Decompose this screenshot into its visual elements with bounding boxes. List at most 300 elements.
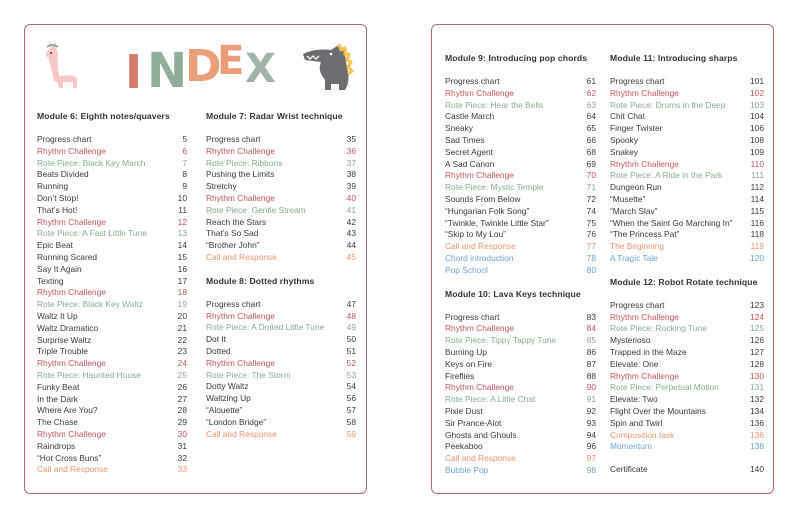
spacer bbox=[610, 453, 764, 464]
index-entry bbox=[610, 312, 764, 324]
entry-title: Rote Piece: Rocking Tune bbox=[610, 323, 707, 334]
entry-title: Sad Times bbox=[445, 134, 485, 145]
entry-page-number: 92 bbox=[586, 405, 596, 416]
entry-page-number: 76 bbox=[586, 229, 596, 240]
entry-page-number: 132 bbox=[750, 394, 764, 405]
entry-title: Castle March bbox=[445, 111, 495, 122]
entry-page-number: 6 bbox=[182, 145, 187, 156]
entry-page-number: 98 bbox=[586, 464, 596, 475]
entry-title: Spin and Twirl bbox=[610, 417, 663, 428]
index-entry bbox=[37, 287, 187, 299]
entry-title: Progress chart bbox=[610, 76, 665, 86]
entry-page-number: 88 bbox=[586, 370, 596, 381]
index-entry bbox=[37, 323, 187, 335]
module-section bbox=[610, 277, 764, 476]
entry-title: Pushing the Limits bbox=[206, 169, 275, 180]
index-entry bbox=[206, 311, 356, 323]
entry-page-number: 86 bbox=[586, 346, 596, 357]
entry-page-number: 77 bbox=[586, 241, 596, 252]
module-section bbox=[610, 53, 764, 265]
entry-page-number: 138 bbox=[750, 441, 764, 452]
entry-title: Triple Trouble bbox=[37, 346, 88, 357]
index-entry bbox=[610, 206, 764, 218]
entry-page-number: 10 bbox=[177, 192, 187, 203]
entry-page-number: 24 bbox=[177, 358, 187, 369]
index-entry bbox=[610, 464, 764, 476]
index-entry bbox=[37, 252, 187, 264]
module-title: Module 10: Lava Keys technique bbox=[445, 288, 581, 299]
index-entry bbox=[37, 417, 187, 429]
index-entry bbox=[445, 111, 596, 123]
module-title: Module 9: Introducing pop chords bbox=[445, 53, 588, 63]
index-entry bbox=[610, 194, 764, 206]
entry-page-number: 58 bbox=[346, 416, 356, 427]
entry-page-number: 28 bbox=[177, 405, 187, 416]
entry-title: That’s So Sad bbox=[206, 228, 259, 239]
index-entry bbox=[610, 335, 764, 347]
entry-title: Rote Piece: Haunted House bbox=[37, 369, 141, 380]
index-entry bbox=[206, 370, 356, 382]
module-title: Module 12: Robot Rotate technique bbox=[610, 276, 758, 287]
right-page bbox=[431, 24, 774, 494]
index-entry bbox=[610, 170, 764, 182]
entry-title: Rote Piece: Hear the Bells bbox=[445, 99, 544, 110]
entry-page-number: 11 bbox=[178, 204, 187, 215]
entry-title: “Skip to My Lou” bbox=[445, 229, 506, 240]
entry-page-number: 37 bbox=[346, 157, 356, 168]
entry-page-number: 126 bbox=[750, 335, 764, 346]
entry-title: Rhythm Challenge bbox=[610, 311, 679, 322]
entry-page-number: 140 bbox=[750, 464, 764, 475]
index-entry bbox=[610, 182, 764, 194]
entry-page-number: 131 bbox=[750, 382, 764, 393]
entry-title: Rhythm Challenge bbox=[610, 87, 679, 98]
entry-title: Progress chart bbox=[206, 134, 261, 144]
entry-page-number: 14 bbox=[177, 240, 187, 251]
entry-title: Waltz Dramatico bbox=[37, 322, 99, 333]
entry-title: Dotted bbox=[206, 345, 231, 356]
entry-title: Surprise Waltz bbox=[37, 334, 92, 345]
entry-title: Dungeon Run bbox=[610, 182, 662, 193]
index-entry bbox=[445, 453, 596, 465]
index-entry bbox=[206, 405, 356, 417]
index-entry bbox=[445, 430, 596, 442]
index-entry bbox=[610, 76, 764, 88]
entry-title: “March Slav” bbox=[610, 205, 658, 216]
entry-page-number: 39 bbox=[346, 181, 356, 192]
index-entry bbox=[206, 169, 356, 181]
entry-page-number: 53 bbox=[346, 369, 356, 380]
entry-page-number: 90 bbox=[586, 382, 596, 393]
entry-page-number: 109 bbox=[750, 146, 764, 157]
entry-page-number: 136 bbox=[750, 429, 764, 440]
entry-title: Flight Over the Mountains bbox=[610, 405, 706, 416]
index-entry bbox=[610, 135, 764, 147]
entry-title: A Tragic Tale bbox=[610, 252, 658, 263]
entry-page-number: 47 bbox=[346, 298, 356, 309]
index-entry bbox=[445, 371, 596, 383]
index-entry bbox=[37, 464, 187, 476]
title-letter: N bbox=[147, 43, 188, 99]
entry-page-number: 136 bbox=[750, 417, 764, 428]
entry-page-number: 23 bbox=[177, 346, 187, 357]
entry-title: The Chase bbox=[37, 417, 78, 428]
entry-page-number: 38 bbox=[346, 169, 356, 180]
index-entry bbox=[37, 441, 187, 453]
entry-page-number: 7 bbox=[182, 157, 187, 168]
entry-title: “Musette” bbox=[610, 193, 646, 204]
title-letter: I bbox=[125, 45, 143, 99]
entry-page-number: 124 bbox=[750, 311, 764, 322]
index-entry bbox=[610, 430, 764, 442]
entry-page-number: 22 bbox=[177, 334, 187, 345]
entry-page-number: 87 bbox=[586, 358, 596, 369]
entry-page-number: 69 bbox=[586, 158, 596, 169]
entry-title: Call and Response bbox=[445, 453, 516, 464]
title-letter: E bbox=[217, 38, 245, 84]
entry-title: Progress chart bbox=[37, 134, 92, 144]
entry-page-number: 128 bbox=[750, 358, 764, 369]
entry-title: Dot It bbox=[206, 334, 227, 345]
index-entry bbox=[445, 323, 596, 335]
entry-page-number: 40 bbox=[346, 192, 356, 203]
index-entry bbox=[445, 441, 596, 453]
entry-title: Bubble Pop bbox=[445, 464, 489, 475]
left-page bbox=[24, 24, 367, 494]
entry-page-number: 18 bbox=[177, 287, 187, 298]
index-entry bbox=[37, 217, 187, 229]
module-section bbox=[206, 276, 356, 441]
index-entry bbox=[206, 146, 356, 158]
entry-title: Rote Piece: Black Key Waltz bbox=[37, 299, 143, 310]
index-entry bbox=[610, 394, 764, 406]
entry-page-number: 120 bbox=[750, 252, 764, 263]
entry-title: Chord introduction bbox=[445, 252, 514, 263]
index-entry bbox=[37, 240, 187, 252]
entry-title: Call and Response bbox=[445, 241, 516, 252]
entry-title: In the Dark bbox=[37, 393, 78, 404]
index-entry bbox=[445, 100, 596, 112]
index-entry bbox=[445, 229, 596, 241]
entry-page-number: 104 bbox=[750, 111, 764, 122]
entry-page-number: 114 bbox=[750, 193, 764, 204]
index-entry bbox=[37, 311, 187, 323]
entry-title: “Hungarian Folk Song” bbox=[445, 205, 530, 216]
entry-page-number: 116 bbox=[750, 217, 764, 228]
entry-page-number: 33 bbox=[177, 464, 187, 475]
index-entry bbox=[610, 300, 764, 312]
entry-title: Rote Piece: A Dotted Little Tune bbox=[206, 322, 325, 333]
entry-title: Rhythm Challenge bbox=[206, 145, 275, 156]
entry-title: Rhythm Challenge bbox=[445, 382, 514, 393]
index-entry bbox=[37, 335, 187, 347]
entry-title: Sneaky bbox=[445, 123, 473, 134]
index-entry bbox=[445, 147, 596, 159]
entry-title: Reach the Stars bbox=[206, 216, 267, 227]
entry-title: “Brother John” bbox=[206, 240, 260, 251]
entry-title: Beats Divided bbox=[37, 169, 89, 180]
index-entry bbox=[445, 194, 596, 206]
index-entry bbox=[37, 228, 187, 240]
entry-title: Call and Response bbox=[37, 464, 108, 475]
index-entry bbox=[610, 218, 764, 230]
index-entry bbox=[610, 441, 764, 453]
entry-title: Composition task bbox=[610, 429, 675, 440]
entry-title: The Beginning bbox=[610, 241, 665, 252]
modules-9-10 bbox=[445, 53, 596, 477]
entry-title: Snakey bbox=[610, 146, 638, 157]
entry-title: Raindrops bbox=[37, 440, 76, 451]
index-entry bbox=[445, 241, 596, 253]
entry-page-number: 57 bbox=[346, 404, 356, 415]
index-entry bbox=[206, 358, 356, 370]
index-entry bbox=[37, 193, 187, 205]
index-entry bbox=[37, 169, 187, 181]
entry-page-number: 72 bbox=[586, 193, 596, 204]
entry-title: Fireflies bbox=[445, 370, 475, 381]
entry-page-number: 54 bbox=[346, 381, 356, 392]
index-entry bbox=[206, 193, 356, 205]
entry-page-number: 41 bbox=[346, 204, 356, 215]
entry-page-number: 78 bbox=[586, 252, 596, 263]
entry-title: Rote Piece: A Little Chat bbox=[445, 394, 536, 405]
index-entry bbox=[445, 135, 596, 147]
entry-title: Spooky bbox=[610, 134, 638, 145]
entry-page-number: 19 bbox=[177, 299, 187, 310]
entry-page-number: 64 bbox=[586, 111, 596, 122]
index-entry bbox=[37, 429, 187, 441]
entry-page-number: 125 bbox=[750, 323, 764, 334]
entry-page-number: 50 bbox=[346, 334, 356, 345]
entry-title: Rote Piece: Black Key March bbox=[37, 157, 146, 168]
entry-title: Rhythm Challenge bbox=[206, 310, 275, 321]
entry-page-number: 84 bbox=[586, 323, 596, 334]
entry-title: Rhythm Challenge bbox=[206, 192, 275, 203]
index-entry bbox=[610, 323, 764, 335]
entry-title: “Twinkle, Twinkle Little Star” bbox=[445, 217, 549, 228]
index-entry bbox=[37, 276, 187, 288]
index-entry bbox=[206, 134, 356, 146]
entry-page-number: 97 bbox=[586, 453, 596, 464]
entry-page-number: 49 bbox=[346, 322, 356, 333]
entry-title: Ghosts and Ghouls bbox=[445, 429, 517, 440]
entry-page-number: 36 bbox=[346, 145, 356, 156]
entry-title: Progress chart bbox=[610, 299, 665, 310]
index-entry bbox=[610, 229, 764, 241]
index-entry bbox=[445, 206, 596, 218]
entry-page-number: 52 bbox=[346, 357, 356, 368]
entry-page-number: 118 bbox=[750, 229, 764, 240]
entry-page-number: 48 bbox=[346, 310, 356, 321]
index-entry bbox=[37, 134, 187, 146]
entry-title: Funky Beat bbox=[37, 381, 80, 392]
index-entry bbox=[610, 111, 764, 123]
title-letter: D bbox=[185, 41, 222, 92]
entry-title: Secret Agent bbox=[445, 146, 493, 157]
module-title: Module 6: Eighth notes/quavers bbox=[37, 111, 170, 121]
entry-title: Burning Up bbox=[445, 346, 487, 357]
entry-page-number: 108 bbox=[750, 134, 764, 145]
entry-page-number: 51 bbox=[346, 345, 356, 356]
entry-title: That’s Hot! bbox=[37, 204, 78, 215]
entry-page-number: 59 bbox=[346, 428, 356, 439]
entry-page-number: 80 bbox=[586, 264, 596, 275]
entry-title: Rhythm Challenge bbox=[445, 170, 514, 181]
entry-title: Elevate: Two bbox=[610, 394, 658, 405]
index-entry bbox=[445, 465, 596, 477]
entry-title: Epic Beat bbox=[37, 240, 73, 251]
index-entry bbox=[445, 123, 596, 135]
index-entry bbox=[610, 347, 764, 359]
index-entry bbox=[445, 170, 596, 182]
index-entry bbox=[445, 418, 596, 430]
index-entry bbox=[445, 406, 596, 418]
module-section bbox=[206, 111, 356, 264]
index-entry bbox=[445, 182, 596, 194]
index-entry bbox=[37, 405, 187, 417]
entry-title: Progress chart bbox=[206, 298, 261, 309]
module-section bbox=[445, 53, 596, 277]
index-entry bbox=[206, 417, 356, 429]
entry-page-number: 43 bbox=[346, 228, 356, 239]
module-section bbox=[445, 289, 596, 477]
index-entry bbox=[610, 418, 764, 430]
entry-page-number: 8 bbox=[182, 169, 187, 180]
entry-title: Rote Piece: Tippy Tappy Tune bbox=[445, 335, 557, 346]
entry-page-number: 35 bbox=[346, 134, 356, 144]
index-entry bbox=[445, 159, 596, 171]
entry-title: Rhythm Challenge bbox=[37, 145, 106, 156]
entry-title: Rhythm Challenge bbox=[610, 370, 679, 381]
entry-page-number: 85 bbox=[586, 335, 596, 346]
entry-page-number: 70 bbox=[586, 170, 596, 181]
entry-page-number: 66 bbox=[586, 134, 596, 145]
index-entry bbox=[610, 123, 764, 135]
entry-page-number: 112 bbox=[750, 182, 764, 193]
entry-title: Trapped in the Maze bbox=[610, 346, 687, 357]
entry-title: Sir Prance-Alot bbox=[445, 417, 502, 428]
entry-title: Stretchy bbox=[206, 181, 237, 192]
entry-page-number: 74 bbox=[586, 205, 596, 216]
entry-page-number: 62 bbox=[586, 87, 596, 98]
entry-page-number: 44 bbox=[346, 240, 356, 251]
entry-title: Certificate bbox=[610, 464, 648, 475]
index-entry bbox=[206, 252, 356, 264]
entry-title: Rhythm Challenge bbox=[610, 158, 679, 169]
entry-page-number: 110 bbox=[750, 158, 764, 169]
index-entry bbox=[445, 347, 596, 359]
entry-page-number: 27 bbox=[177, 393, 187, 404]
entry-page-number: 93 bbox=[586, 417, 596, 428]
entry-page-number: 63 bbox=[586, 99, 596, 110]
module-6 bbox=[37, 111, 187, 476]
modules-7-8 bbox=[206, 111, 356, 440]
index-entry bbox=[37, 264, 187, 276]
index-entry bbox=[37, 453, 187, 465]
index-entry bbox=[610, 253, 764, 265]
entry-title: Progress chart bbox=[445, 311, 500, 322]
entry-page-number: 101 bbox=[750, 76, 764, 86]
index-entry bbox=[610, 88, 764, 100]
entry-page-number: 75 bbox=[586, 217, 596, 228]
entry-page-number: 65 bbox=[586, 123, 596, 134]
index-entry bbox=[445, 218, 596, 230]
entry-page-number: 96 bbox=[586, 441, 596, 452]
entry-page-number: 15 bbox=[177, 251, 187, 262]
index-entry bbox=[445, 253, 596, 265]
entry-title: Call and Response bbox=[206, 428, 277, 439]
entry-title: Finger Twister bbox=[610, 123, 663, 134]
entry-page-number: 26 bbox=[177, 381, 187, 392]
entry-title: Where Are You? bbox=[37, 405, 98, 416]
entry-title: Say It Again bbox=[37, 263, 82, 274]
index-entry bbox=[37, 382, 187, 394]
entry-title: Rhythm Challenge bbox=[37, 428, 106, 439]
entry-page-number: 17 bbox=[177, 275, 187, 286]
entry-page-number: 61 bbox=[586, 76, 596, 86]
index-entry bbox=[206, 181, 356, 193]
index-entry bbox=[445, 265, 596, 277]
entry-page-number: 56 bbox=[346, 393, 356, 404]
entry-page-number: 71 bbox=[586, 182, 596, 193]
entry-title: Chit Chat bbox=[610, 111, 645, 122]
index-entry bbox=[445, 88, 596, 100]
index-entry bbox=[37, 358, 187, 370]
entry-title: “Alouette” bbox=[206, 404, 243, 415]
entry-page-number: 20 bbox=[177, 310, 187, 321]
title-letter: X bbox=[245, 46, 276, 92]
entry-page-number: 42 bbox=[346, 216, 356, 227]
entry-title: Don’t Stop! bbox=[37, 192, 79, 203]
entry-page-number: 45 bbox=[346, 251, 356, 262]
entry-title: “The Princess Pat” bbox=[610, 229, 680, 240]
index-entry bbox=[206, 205, 356, 217]
index-entry bbox=[37, 346, 187, 358]
index-entry bbox=[206, 393, 356, 405]
entry-page-number: 25 bbox=[177, 369, 187, 380]
module-title: Module 8: Dotted rhythms bbox=[206, 275, 315, 286]
index-entry bbox=[37, 205, 187, 217]
index-entry bbox=[206, 299, 356, 311]
index-entry bbox=[445, 382, 596, 394]
index-title bbox=[123, 38, 283, 99]
entry-page-number: 91 bbox=[586, 394, 596, 405]
entry-title: Momentum bbox=[610, 441, 652, 452]
entry-title: Rote Piece: The Storm bbox=[206, 369, 291, 380]
entry-page-number: 21 bbox=[177, 322, 187, 333]
index-entry bbox=[445, 394, 596, 406]
entry-page-number: 102 bbox=[750, 87, 764, 98]
entry-page-number: 127 bbox=[750, 346, 764, 357]
entry-title: Rhythm Challenge bbox=[37, 287, 106, 298]
entry-title: Rote Piece: Gentle Stream bbox=[206, 204, 306, 215]
module-title: Module 11: Introducing sharps bbox=[610, 53, 738, 63]
entry-title: “Hot Cross Buns” bbox=[37, 452, 102, 463]
entry-page-number: 115 bbox=[750, 205, 764, 216]
entry-title: Pixie Dust bbox=[445, 405, 483, 416]
entry-title: Dotty Waltz bbox=[206, 381, 249, 392]
index-entry bbox=[206, 158, 356, 170]
entry-page-number: 111 bbox=[751, 170, 764, 181]
index-entry bbox=[206, 228, 356, 240]
entry-page-number: 134 bbox=[750, 405, 764, 416]
index-entry bbox=[206, 322, 356, 334]
entry-page-number: 32 bbox=[177, 452, 187, 463]
entry-title: “London Bridge” bbox=[206, 416, 267, 427]
index-entry bbox=[206, 217, 356, 229]
entry-title: Rhythm Challenge bbox=[445, 87, 514, 98]
entry-title: Rote Piece: Ribbons bbox=[206, 157, 283, 168]
